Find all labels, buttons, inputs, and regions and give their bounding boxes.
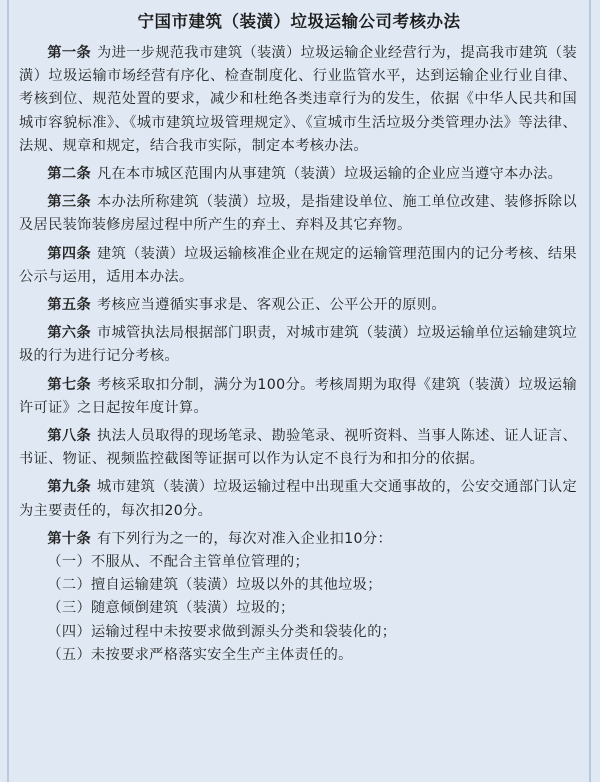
article-text: 执法人员取得的现场笔录、勘验笔录、视听资料、当事人陈述、证人证言、书证、物证、视频监控截图等证据可以作为认定不良行为和扣分的依据。: [19, 428, 577, 468]
article-1: [19, 42, 577, 158]
article-9: [19, 476, 577, 522]
article-number: 第一条: [47, 45, 92, 61]
article-number: 第十条: [47, 530, 92, 547]
document-page: [7, 0, 591, 782]
article-number: 第四条: [47, 245, 92, 262]
article-number: 第三条: [47, 194, 92, 211]
article-text: 有下列行为之一的，每次对准入企业扣10分：: [97, 530, 392, 547]
article-7: [19, 374, 577, 420]
article-number: 第九条: [47, 479, 92, 496]
article-text: 考核采取扣分制，满分为100分。考核周期为取得《建筑（装潢）垃圾运输许可证》之日起按年度计算。: [19, 376, 577, 416]
article-number: 第七条: [47, 376, 92, 393]
article-3: [19, 191, 577, 237]
article-text: 考核应当遵循实事求是、客观公正、公平公开的原则。: [97, 297, 446, 314]
article-text: 为进一步规范我市建筑（装潢）垃圾运输企业经营行为，提高我市建筑（装潢）垃圾运输市场经营有序化、检查制度化、行业监管水平，达到运输企业行业自律、考核到位、规范处置的要求，减少和杜绝各类违章行为的发生，依据《中华人民共和国城市容貌标准》、《城市建筑垃圾管理规定》、《宣城市生活垃圾分类管理办法》等法律、法规、规章和规定，结合我市实际，制定本考核办法。: [19, 45, 577, 154]
article-2: [19, 163, 577, 186]
article-6: [19, 322, 577, 368]
article-text: 凡在本市城区范围内从事建筑（装潢）垃圾运输的企业应当遵守本办法。: [97, 166, 563, 183]
article-number: 第五条: [47, 297, 92, 314]
article-text: 本办法所称建筑（装潢）垃圾，是指建设单位、施工单位改建、装修拆除以及居民装饰装修房屋过程中所产生的弃土、弃料及其它弃物。: [19, 194, 577, 234]
article-text: 建筑（装潢）垃圾运输核准企业在规定的运输管理范围内的记分考核、结果公示与运用，适用本办法。: [19, 245, 577, 285]
article-8: [19, 425, 577, 471]
list-item: （一）不服从、不配合主管单位管理的；: [47, 554, 310, 571]
article-text: 城市建筑（装潢）垃圾运输过程中出现重大交通事故的，公安交通部门认定为主要责任的，每次扣20分。: [19, 479, 577, 519]
document-body: [9, 42, 589, 667]
article-5: [19, 294, 577, 317]
article-4: [19, 243, 577, 289]
list-item: （二）擅自运输建筑（装潢）垃圾以外的其他垃圾；: [47, 577, 382, 594]
article-number: 第二条: [47, 166, 92, 183]
list-item: （五）未按要求严格落实安全生产主体责任的。: [47, 646, 353, 663]
page-title: 宁国市建筑（装潢）垃圾运输公司考核办法: [137, 12, 461, 31]
list-item: （三）随意倾倒建筑（装潢）垃圾的；: [47, 600, 295, 617]
article-number: 第六条: [47, 325, 92, 342]
article-text: 市城管执法局根据部门职责，对城市建筑（装潢）垃圾运输单位运输建筑垃圾的行为进行记分考核。: [19, 325, 577, 365]
article-10: [19, 528, 577, 551]
article-number: 第八条: [47, 428, 92, 445]
list-item: （四）运输过程中未按要求做到源头分类和袋装化的；: [47, 623, 397, 640]
